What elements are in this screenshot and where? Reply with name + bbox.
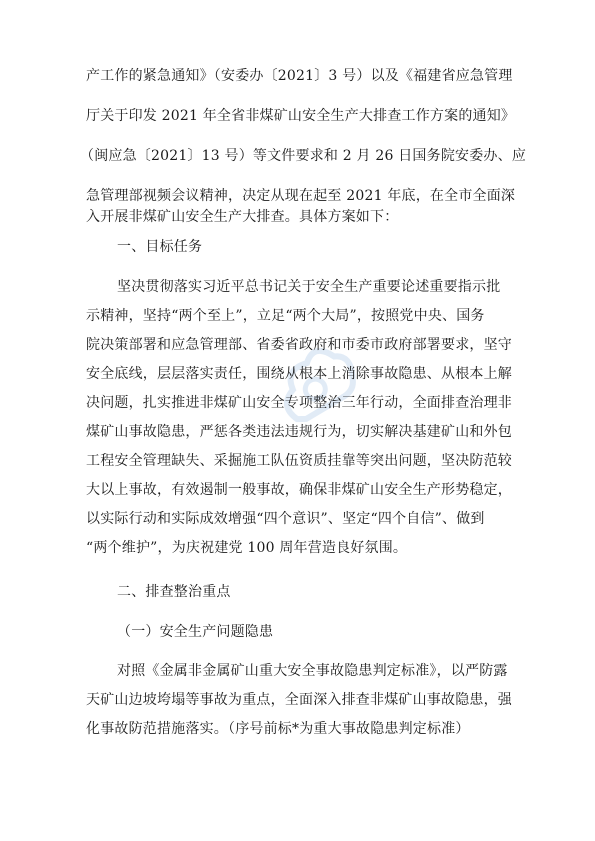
body-text-line: 天矿山边坡垮塌等事故为重点，全面深入排查非煤矿山事故隐患，强 (86, 692, 512, 708)
body-text-line: “两个维护”，为庆祝建党 100 周年营造良好氛围。 (86, 540, 408, 556)
body-text-line: 厅关于印发 2021 年全省非煤矿山安全生产大排查工作方案的通知》 (86, 108, 516, 124)
body-text-line: 示精神，坚持“两个至上”，立足“两个大局”，按照党中央、国务 (86, 308, 485, 324)
body-text-line: 化事故防范措施落实。（序号前标*为重大事故隐患判定标准） (86, 721, 470, 737)
body-text-line: 大以上事故，有效遏制一般事故，确保非煤矿山安全生产形势稳定， (86, 482, 512, 498)
body-text-line: 对照《金属非金属矿山重大安全事故隐患判定标准》，以严防露 (117, 663, 508, 679)
section-heading: 一、目标任务 (117, 239, 203, 255)
body-text-line: 煤矿山事故隐患，严惩各类违法违规行为，切实解决基建矿山和外包 (86, 424, 512, 440)
body-text-line: 工程安全管理缺失、采掘施工队伍资质挂靠等突出问题，坚决防范较 (86, 453, 512, 469)
section-heading: 二、排查整治重点 (117, 584, 231, 600)
body-text-line: 院决策部署和应急管理部、省委省政府和市委市政府部署要求，坚守 (86, 337, 512, 353)
subsection-heading: （一）安全生产问题隐患 (117, 624, 274, 640)
body-text-line: （闽应急〔2021〕13 号）等文件要求和 2 月 26 日国务院安委办、应 (80, 148, 527, 164)
body-text-line: 产工作的紧急通知》（安委办〔2021〕3 号）以及《福建省应急管理 (86, 68, 513, 84)
body-text-line: 以实际行动和实际成效增强“四个意识”、坚定“四个自信”、做到 (86, 511, 485, 527)
body-text-line: 坚决贯彻落实习近平总书记关于安全生产重要论述重要指示批 (117, 279, 501, 295)
body-text-line: 急管理部视频会议精神，决定从现在起至 2021 年底，在全市全面深 (86, 188, 516, 204)
body-text-line: 安全底线，层层落实责任，围绕从根本上消除事故隐患、从根本上解 (86, 366, 512, 382)
body-text-line: 入开展非煤矿山安全生产大排查。具体方案如下： (86, 209, 399, 225)
body-text-line: 决问题，扎实推进非煤矿山安全专项整治三年行动，全面排查治理非 (86, 395, 512, 411)
